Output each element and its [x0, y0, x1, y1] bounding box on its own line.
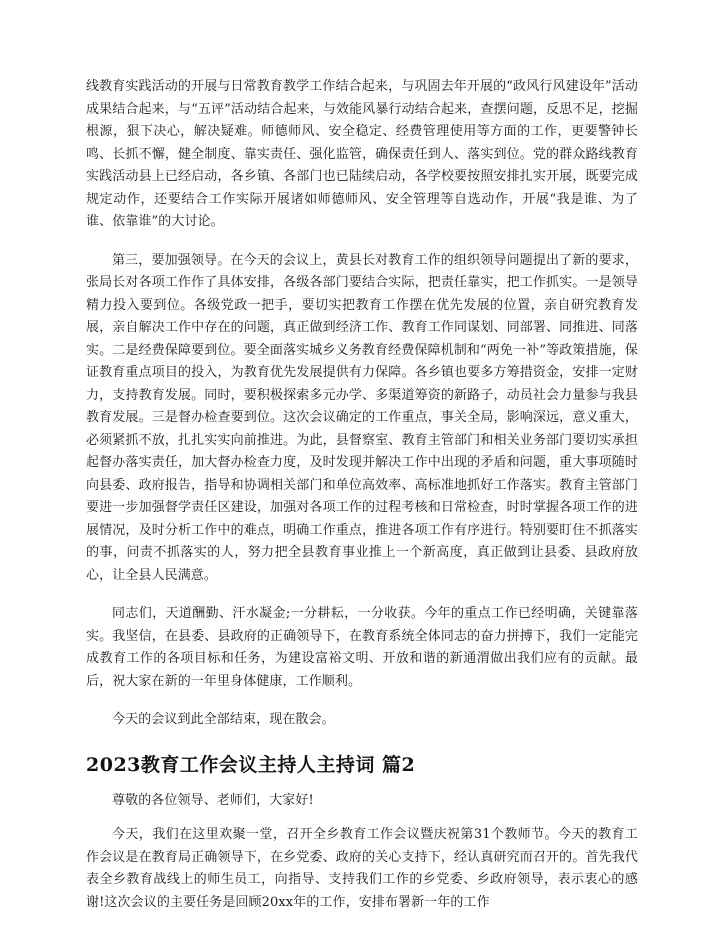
paragraph-closing-remarks: 同志们，天道酬勤、汗水凝金;一分耕耘，一分收获。今年的重点工作已经明确，关键靠落实。我坚信，在县委、县政府的正确领导下，在教育系统全体同志的奋力拼搏下，我们一定能完成教育工作的各项目标和任务，为建设富裕文明、开放和谐的新通渭做出我们应有的贡献。最后，祝大家在新的一年里身体健康，工作顺利。: [86, 606, 638, 689]
paragraph-practice-activity: 线教育实践活动的开展与日常教育教学工作结合起来，与巩固去年开展的“政风行风建设年”活动成果结合起来，与“五评”活动结合起来，与效能风暴行动结合起来，查摆问题，反思不足，挖掘根源，狠下决心，解决疑难。师德师风、安全稳定、经费管理使用等方面的工作，更要警钟长鸣、长抓不懈，健全制度、靠实责任、强化监管，确保责任到人、落实到位。党的群众路线教育实践活动县上已经启动，各乡镇、各部门也已陆续启动，各学校要按照安排扎实开展，既要完成规定动作，还要结合工作实际开展诸如师德师风、安全管理等自选动作，开展“我是谁、为了谁、依靠谁”的大讨论。: [86, 79, 638, 229]
paragraph-meeting-adjourned: 今天的会议到此全部结束，现在散会。: [112, 712, 335, 727]
paragraph-opening: 今天，我们在这里欢聚一堂，召开全乡教育工作会议暨庆祝第31个教师节。今天的教育工作会议是在教育局正确领导下，在乡党委、政府的关心支持下，经认真研究而召开的。首先我代表全乡教育战线上的师生员工，向指导、支持我们工作的乡党委、乡政府领导，表示衷心的感谢!这次会议的主要任务是回顾20xx年的工作，安排布署新一年的工作: [86, 827, 638, 910]
section-heading: 2023教育工作会议主持人主持词 篇2: [86, 753, 416, 776]
document-page: [86, 76, 638, 914]
paragraph-greeting: 尊敬的各位领导、老师们，大家好!: [112, 792, 314, 808]
paragraph-strengthen-leadership: 第三，要加强领导。在今天的会议上，黄县长对教育工作的组织领导问题提出了新的要求，张局长对各项工作作了具体安排，各级各部门要结合实际，把责任靠实，把工作抓实。一是领导精力投入要到位。各级党政一把手，要切实把教育工作摆在优先发展的位置，亲自研究教育发展，亲自解决工作中存在的问题，真正做到经济工作、教育工作同谋划、同部署、同推进、同落实。二是经费保障要到位。要全面落实城乡义务教育经费保障机制和“两免一补”等政策措施，保证教育重点项目的投入，为教育优先发展提供有力保障。各乡镇也要多方筹措资金，安排一定财力，支持教育发展。同时，要积极探索多元办学、多渠道筹资的新路子，动员社会力量参与我县教育发展。三是督办检查要到位。这次会议确定的工作重点，事关全局，影响深远，意义重大，必须紧抓不放，扎扎实实向前推进。为此，县督察室、教育主管部门和相关业务部门要切实承担起督办落实责任，加大督办检查力度，及时发现并解决工作中出现的矛盾和问题，重大事项随时向县委、政府报告，指导和协调相关部门和单位高效率、高标准地抓好工作落实。教育主管部门要进一步加强督学责任区建设，加强对各项工作的过程考核和日常检查，时时掌握各项工作的进展情况，及时分析工作中的难点，明确工作重点，推进各项工作有序进行。特别要盯住不抓落实的事，问责不抓落实的人，努力把全县教育事业推上一个新高度，真正做到让县委、县政府放心，让全县人民满意。: [86, 252, 638, 583]
